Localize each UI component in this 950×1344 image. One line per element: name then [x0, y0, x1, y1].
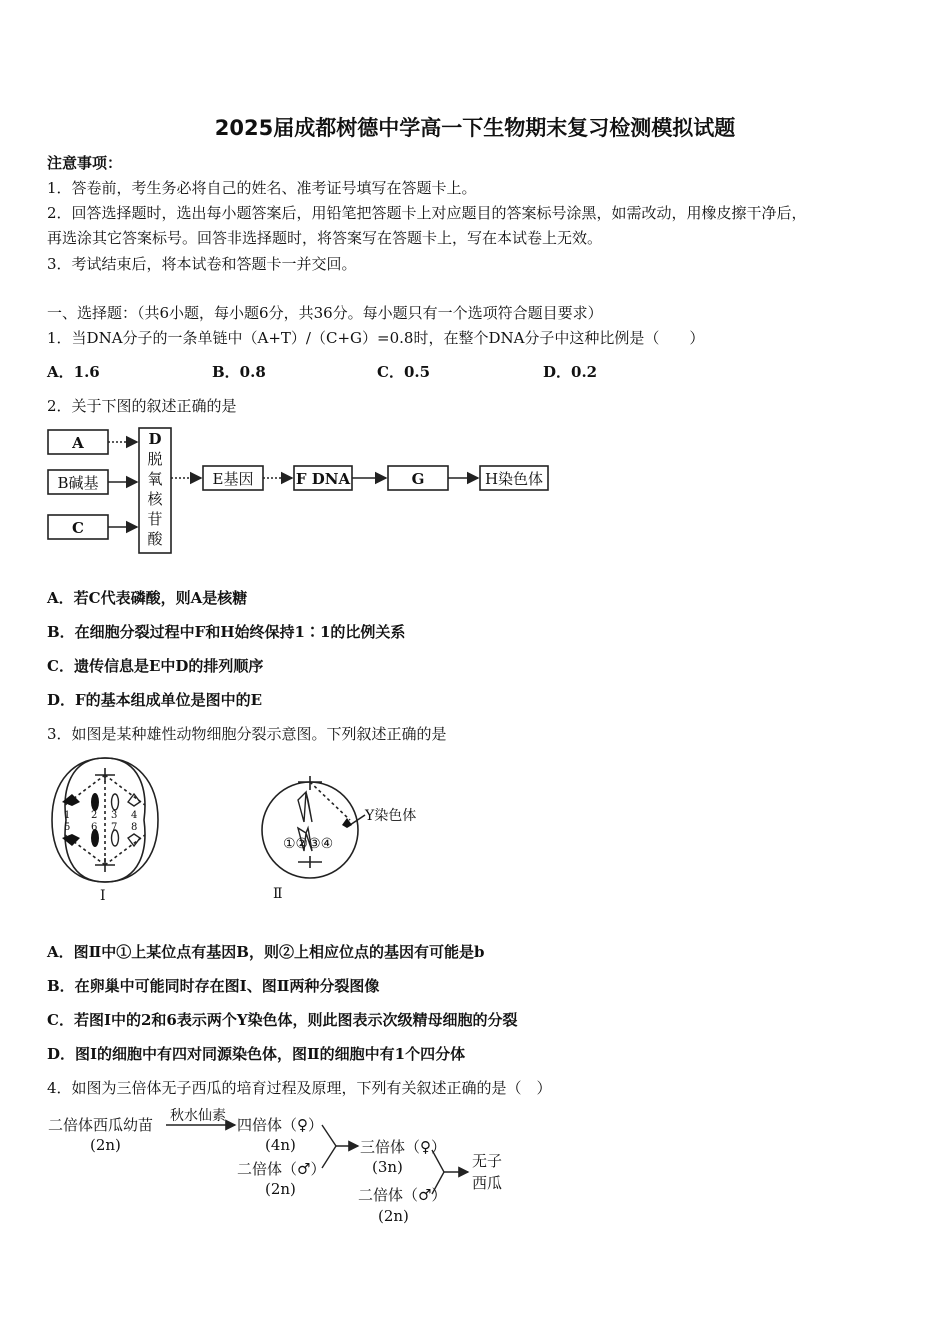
y-chromosome — [342, 818, 352, 828]
question-2-option-a: A．若C代表磷酸，则A是核糖 — [47, 589, 248, 607]
box-e-label: E基因 — [212, 470, 254, 488]
question-4-stem: 4．如图为三倍体无子西瓜的培育过程及原理，下列有关叙述正确的是（ ） — [47, 1079, 552, 1097]
chromosome-number: 5 — [64, 822, 71, 833]
figure-label-1: Ⅰ — [100, 888, 106, 904]
question-3-option-a: A．图Ⅱ中①上某位点有基因B，则②上相应位点的基因有可能是b — [47, 943, 485, 961]
question-4-flow — [40, 1108, 540, 1233]
chromosome-number: 1 — [64, 810, 71, 821]
box-f-label: F DNA — [295, 470, 351, 488]
question-1-option-a: A．1.6 — [47, 363, 100, 381]
question-2-option-b: B．在细胞分裂过程中F和H始终保持1∶1的比例关系 — [47, 623, 406, 641]
chromosome-number: 7 — [111, 822, 118, 833]
question-1-option-d: D．0.2 — [543, 363, 598, 381]
colchicine-label: 秋水仙素 — [170, 1108, 226, 1124]
box-h-label: H染色体 — [484, 470, 544, 488]
diploid-male-2-ploidy: (2n) — [378, 1207, 409, 1225]
seedless-label-1: 无子 — [472, 1152, 503, 1170]
chromosome-number: 2 — [91, 810, 98, 821]
section-heading: 一、选择题：（共6小题，每小题6分，共36分。每小题只有一个选项符合题目要求） — [47, 304, 603, 322]
box-c-label: C — [72, 519, 84, 537]
box-g-label: G — [411, 470, 425, 488]
diploid-male-2-label: 二倍体（♂） — [358, 1186, 447, 1204]
y-chromosome-label: Y染色体 — [365, 808, 417, 824]
chromosome-number: 4 — [131, 810, 138, 821]
notice-heading: 注意事项： — [47, 154, 123, 172]
question-1-option-b: B．0.8 — [212, 363, 266, 381]
chromosome-3 — [112, 794, 119, 810]
box-d-label: 酸 — [147, 530, 163, 548]
circled-numbers: ①②③④ — [283, 836, 334, 852]
question-2-option-d: D．F的基本组成单位是图中的E — [47, 691, 263, 709]
chromosome-2 — [91, 793, 99, 811]
notice-item: 3．考试结束后，将本试卷和答题卡一并交回。 — [47, 255, 357, 273]
box-d-label: D — [148, 430, 162, 448]
diploid-male-1-label: 二倍体（♂） — [237, 1160, 326, 1178]
box-d-label: 苷 — [147, 510, 163, 528]
figure-label-2: Ⅱ — [273, 886, 283, 902]
chromosome-pair-x — [298, 792, 312, 822]
diploid-male-1-ploidy: (2n) — [265, 1180, 296, 1198]
seedling-ploidy: (2n) — [90, 1136, 121, 1154]
question-3-option-c: C．若图Ⅰ中的2和6表示两个Y染色体，则此图表示次级精母细胞的分裂 — [47, 1011, 518, 1029]
box-d-label: 脱 — [147, 450, 163, 468]
tetraploid-label: 四倍体（♀） — [237, 1116, 323, 1134]
question-2-option-c: C．遗传信息是E中D的排列顺序 — [47, 657, 264, 675]
tetraploid-ploidy: (4n) — [265, 1136, 296, 1154]
notice-item: 1．答卷前，考生务必将自己的姓名、准考证号填写在答题卡上。 — [47, 179, 477, 197]
seedless-label-2: 西瓜 — [472, 1174, 503, 1192]
question-3-figure — [40, 750, 417, 910]
box-a-label: A — [72, 434, 84, 452]
triploid-label: 三倍体（♀） — [360, 1138, 446, 1156]
chromosome-number: 6 — [91, 822, 98, 833]
notice-item: 2．回答选择题时，选出每小题答案后，用铅笔把答题卡上对应题目的答案标号涂黑，如需改动，用橡皮擦干净后， — [47, 204, 807, 222]
triploid-ploidy: (3n) — [372, 1158, 403, 1176]
box-d-label: 核 — [147, 490, 163, 508]
question-2-stem: 2．关于下图的叙述正确的是 — [47, 397, 237, 415]
question-3-stem: 3．如图是某种雄性动物细胞分裂示意图。下列叙述正确的是 — [47, 725, 447, 743]
question-1-option-c: C．0.5 — [377, 363, 431, 381]
chromosome-number: 3 — [111, 810, 118, 821]
chromosome-8 — [128, 834, 140, 846]
question-3-option-d: D．图Ⅰ的细胞中有四对同源染色体，图Ⅱ的细胞中有1个四分体 — [47, 1045, 466, 1063]
question-1-stem: 1．当DNA分子的一条单链中（A+T）/（C+G）=0.8时，在整个DNA分子中这种比例是（ ） — [47, 329, 705, 347]
question-2-diagram — [40, 422, 560, 562]
box-d-label: 氧 — [147, 470, 163, 488]
page-title: 2025届成都树德中学高一下生物期末复习检测模拟试题 — [214, 116, 736, 140]
question-3-option-b: B．在卵巢中可能同时存在图Ⅰ、图Ⅱ两种分裂图像 — [47, 977, 380, 995]
chromosome-4 — [128, 794, 140, 806]
box-b-label: B碱基 — [57, 474, 99, 492]
seedling-label: 二倍体西瓜幼苗 — [48, 1116, 154, 1134]
chromosome-number: 8 — [131, 822, 138, 833]
notice-item: 再选涂其它答案标号。回答非选择题时，将答案写在答题卡上，写在本试卷上无效。 — [47, 229, 603, 247]
